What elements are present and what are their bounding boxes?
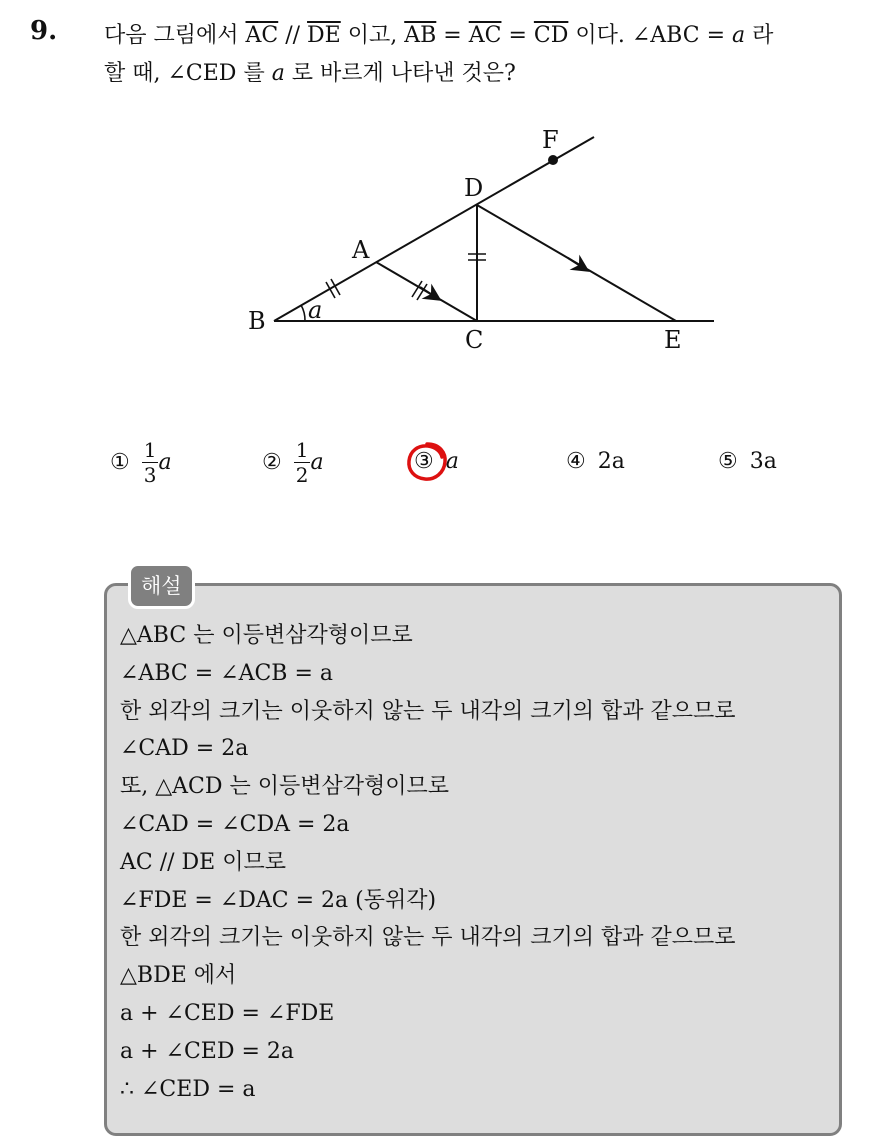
choice-number: ② <box>262 450 282 475</box>
q1-text: 이다. ∠ABC = <box>568 23 732 48</box>
denominator: 2 <box>295 463 309 487</box>
numerator: 1 <box>295 438 309 462</box>
variable-a: a <box>732 23 746 48</box>
solution-line: 한 외각의 크기는 이웃하지 않는 두 내각의 크기의 합과 같으므로 <box>120 925 736 951</box>
choice-number: ③ <box>414 449 434 474</box>
label-a: A <box>352 236 370 264</box>
choice-number: ⑤ <box>718 449 738 474</box>
geometry-figure <box>0 0 884 400</box>
red-circle-mark-icon <box>404 440 450 484</box>
choice-5[interactable] <box>718 449 777 474</box>
solution-line: △BDE 에서 <box>120 963 237 989</box>
q1-text: 이고, <box>340 23 405 48</box>
segment-cd: $\overline{CD}$ <box>533 23 569 48</box>
solution-line: 한 외각의 크기는 이웃하지 않는 두 내각의 크기의 합과 같으므로 <box>120 698 736 724</box>
choice-variable: a <box>310 450 324 475</box>
choice-text: 3a <box>749 449 777 474</box>
solution-line: ∴ ∠CED = a <box>120 1076 256 1102</box>
solution-line: ∠FDE = ∠DAC = 2a (동위각) <box>120 887 437 913</box>
solution-line: 또, △ACD 는 이등변삼각형이므로 <box>120 774 450 800</box>
solution-line: AC // DE 이므로 <box>120 849 286 875</box>
label-b: B <box>248 307 266 335</box>
segment-ab: $\overline{AB}$ <box>404 23 437 48</box>
label-d: D <box>464 174 484 202</box>
q1-text: // <box>278 23 308 48</box>
variable-a: a <box>271 61 285 86</box>
label-c: C <box>465 326 484 354</box>
segment-de: $\overline{DE}$ <box>307 23 341 48</box>
q1-text: = <box>436 23 469 48</box>
choice-1[interactable] <box>110 440 172 485</box>
q1-text: = <box>501 23 534 48</box>
choice-2[interactable] <box>262 440 324 485</box>
parallel-arrow-de <box>568 258 582 267</box>
solution-lines <box>120 620 736 1111</box>
fraction <box>142 440 159 485</box>
q2-text: 할 때, ∠CED 를 <box>104 61 272 86</box>
choice-3[interactable] <box>414 449 459 474</box>
solution-tag: 해설 <box>128 563 195 609</box>
denominator: 3 <box>143 463 157 487</box>
question-number: 9. <box>30 16 58 46</box>
point-f <box>548 155 558 165</box>
choice-number-selected <box>414 449 434 474</box>
line-bf <box>274 137 594 321</box>
solution-line: a + ∠CED = 2a <box>120 1038 295 1064</box>
solution-line: △ABC 는 이등변삼각형이므로 <box>120 623 413 648</box>
solution-line: ∠ABC = ∠ACB = a <box>120 660 334 686</box>
q1-text: 다음 그림에서 <box>104 23 246 48</box>
choice-number: ④ <box>566 449 586 474</box>
angle-arc-b <box>301 305 305 321</box>
choice-variable: a <box>158 450 172 475</box>
label-e: E <box>664 326 682 354</box>
q2-text: 로 바르게 나타낸 것은? <box>284 61 516 86</box>
choice-number: ① <box>110 450 130 475</box>
solution-line: ∠CAD = 2a <box>120 736 249 762</box>
numerator: 1 <box>143 438 157 462</box>
q1-text: 라 <box>745 23 774 48</box>
label-angle-a: a <box>308 296 323 324</box>
solution-line: ∠CAD = ∠CDA = 2a <box>120 811 350 837</box>
choice-text: 2a <box>597 449 625 474</box>
fraction <box>294 440 311 485</box>
choice-text: a <box>445 449 459 474</box>
label-f: F <box>542 126 559 154</box>
solution-line: a + ∠CED = ∠FDE <box>120 1000 335 1026</box>
segment-ac: $\overline{AC}$ <box>468 23 502 48</box>
choice-4[interactable] <box>566 449 625 474</box>
segment-ac: $\overline{AC}$ <box>245 23 279 48</box>
